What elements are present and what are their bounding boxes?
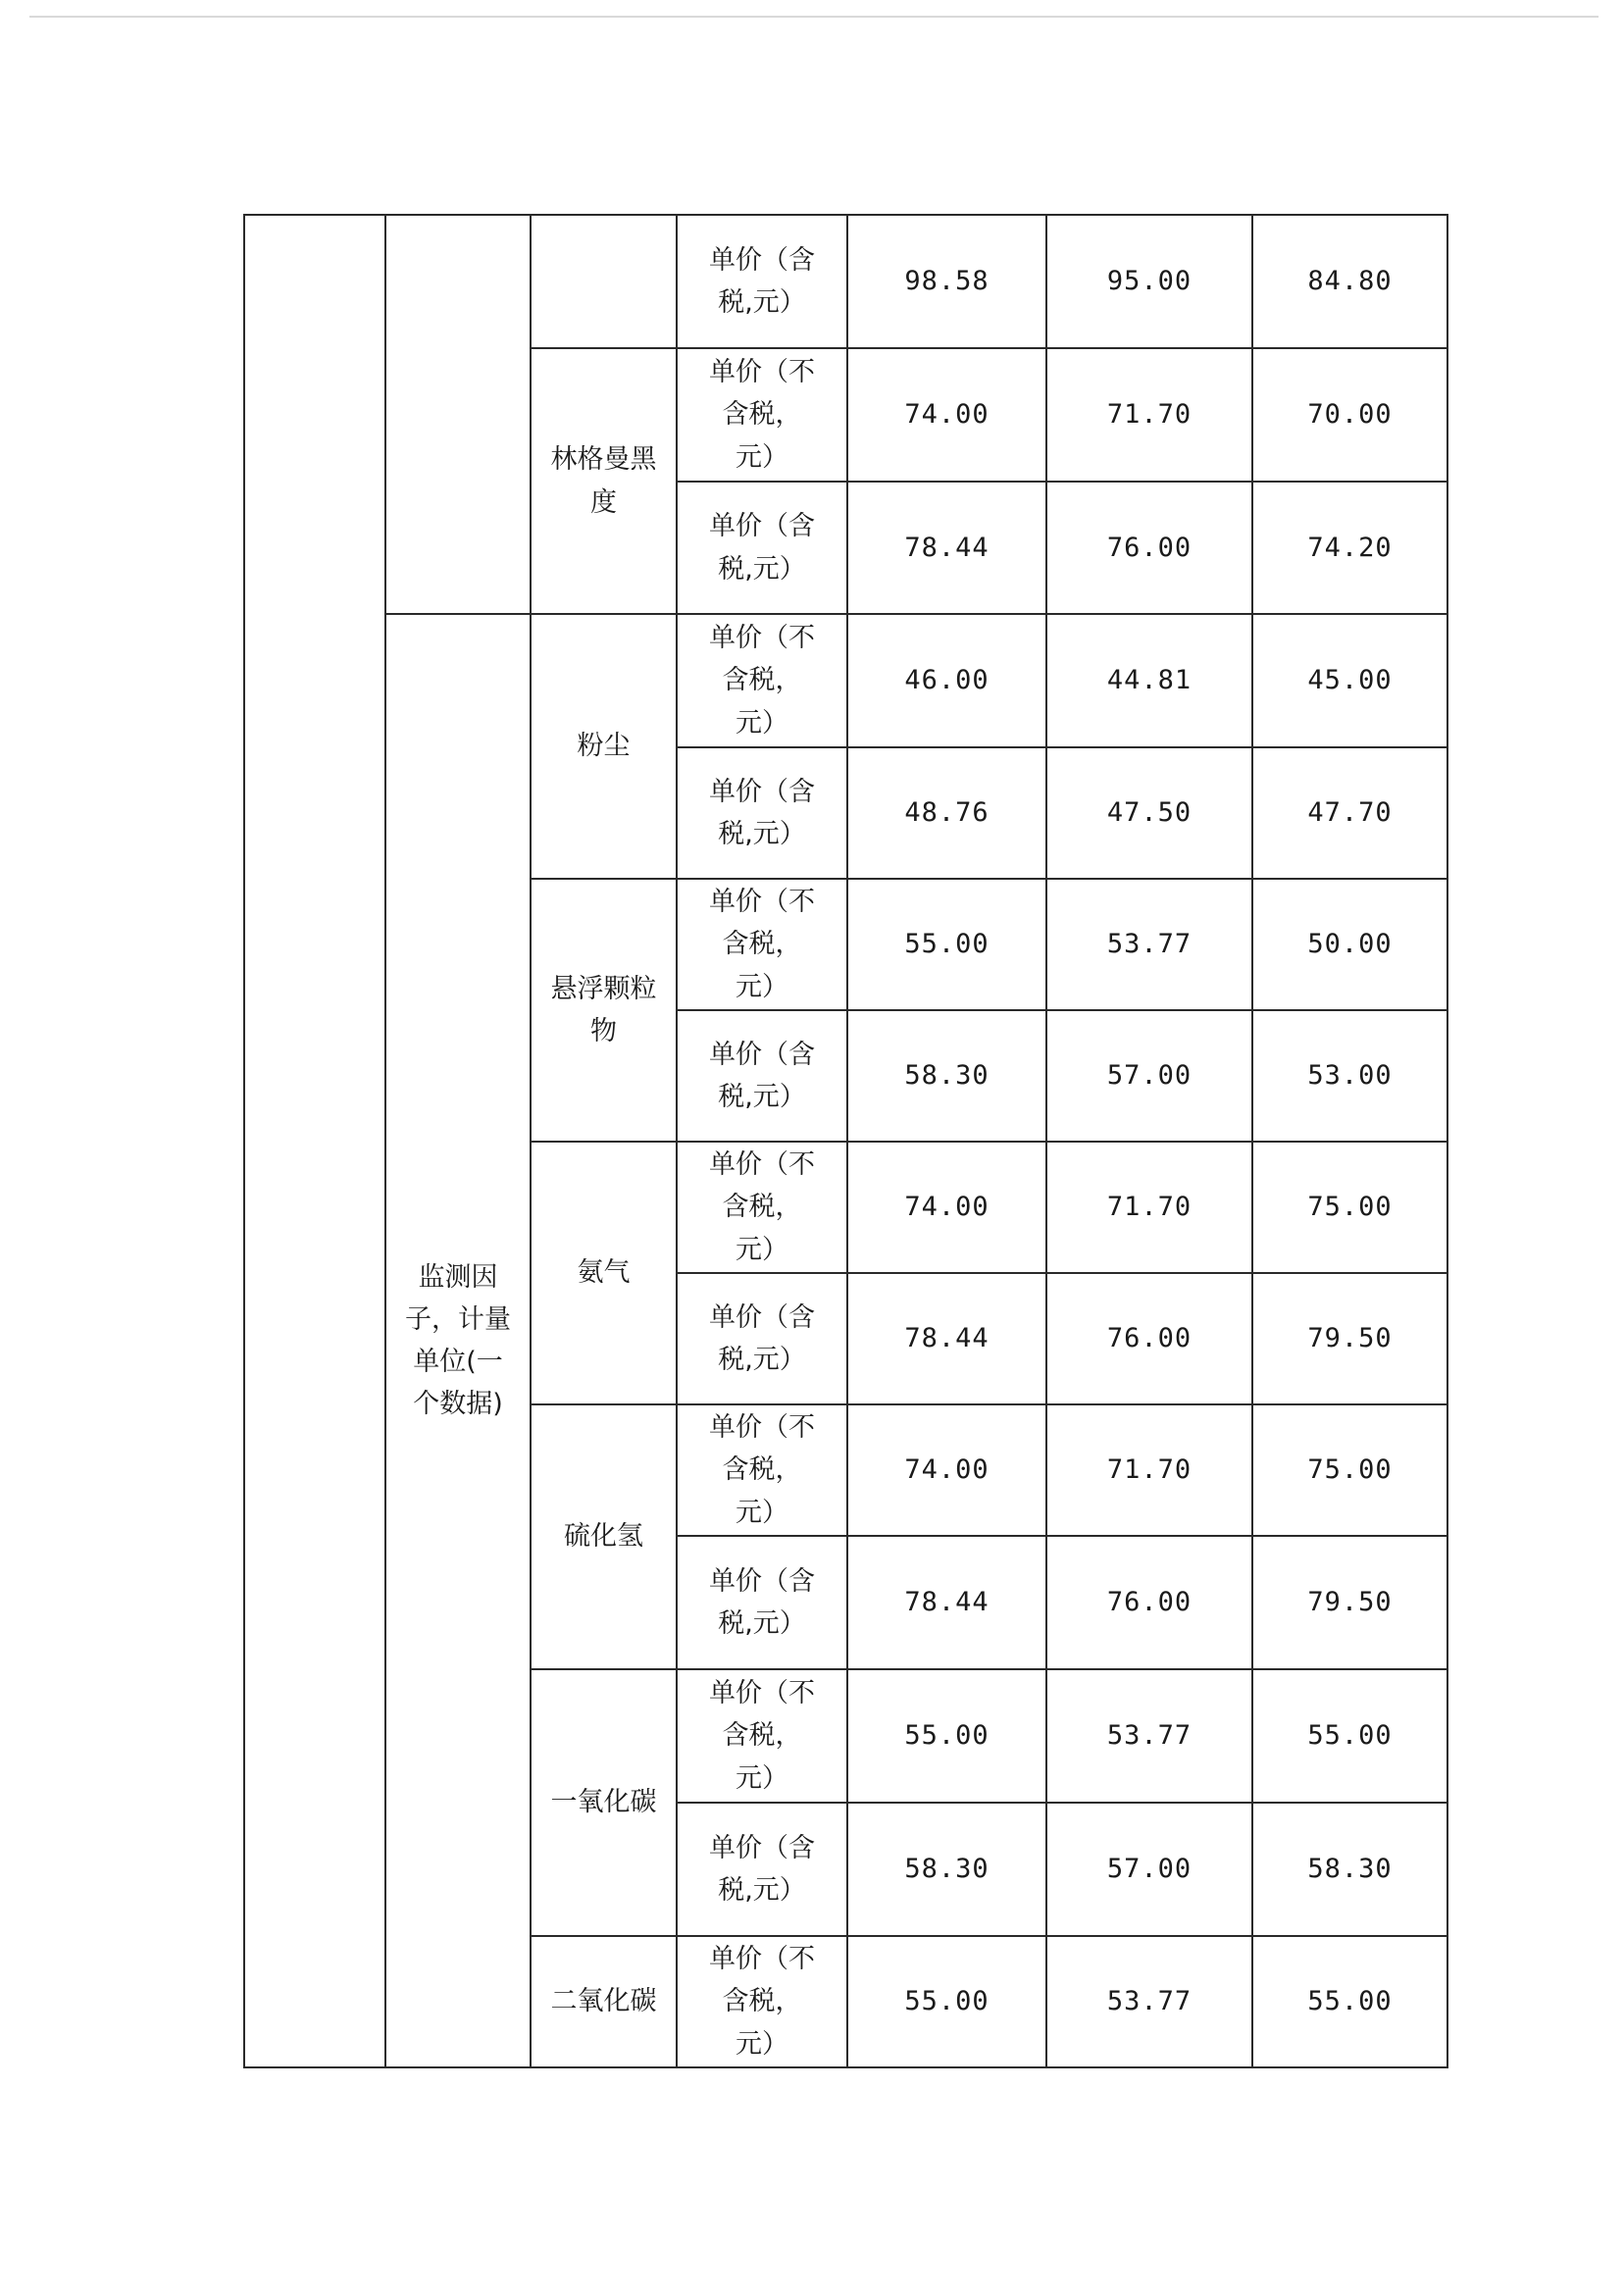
value-cell: 58.30 (1252, 1803, 1447, 1936)
value-cell: 75.00 (1252, 1142, 1447, 1273)
value-cell: 55.00 (847, 1669, 1046, 1803)
value-cell: 53.00 (1252, 1010, 1447, 1142)
monitoring-factor-group-label: 监测因子，计量单位(一个数据) (385, 614, 531, 2067)
unit-price-label: 单价（不含税，元） (677, 879, 847, 1010)
value-cell: 58.30 (847, 1803, 1046, 1936)
unit-price-label: 单价（含税,元） (677, 1010, 847, 1142)
table-row (244, 614, 1447, 747)
value-cell: 57.00 (1046, 1010, 1252, 1142)
factor-label-dust: 粉尘 (531, 614, 677, 879)
value-cell: 78.44 (847, 1536, 1046, 1669)
value-cell: 46.00 (847, 614, 1046, 747)
value-cell: 71.70 (1046, 348, 1252, 482)
value-cell: 55.00 (1252, 1669, 1447, 1803)
empty-category-cell (244, 215, 385, 2067)
value-cell: 74.00 (847, 1142, 1046, 1273)
value-cell: 79.50 (1252, 1536, 1447, 1669)
unit-price-label: 单价（不含税，元） (677, 1936, 847, 2067)
value-cell: 79.50 (1252, 1273, 1447, 1404)
unit-price-label: 单价（含税,元） (677, 482, 847, 614)
value-cell: 76.00 (1046, 1536, 1252, 1669)
unit-price-label: 单价（含税,元） (677, 1536, 847, 1669)
value-cell: 75.00 (1252, 1404, 1447, 1536)
value-cell: 76.00 (1046, 1273, 1252, 1404)
value-cell: 78.44 (847, 482, 1046, 614)
value-cell: 45.00 (1252, 614, 1447, 747)
factor-label-suspended-particulates: 悬浮颗粒物 (531, 879, 677, 1142)
unit-price-label: 单价（含税,元） (677, 1273, 847, 1404)
unit-price-label: 单价（不含税，元） (677, 348, 847, 482)
value-cell: 53.77 (1046, 1936, 1252, 2067)
empty-factor-cell (531, 215, 677, 348)
factor-label-hydrogen-sulfide: 硫化氢 (531, 1404, 677, 1669)
value-cell: 47.70 (1252, 747, 1447, 879)
value-cell: 47.50 (1046, 747, 1252, 879)
factor-label-ringelmann: 林格曼黑度 (531, 348, 677, 614)
unit-price-label: 单价（含税,元） (677, 1803, 847, 1936)
value-cell: 76.00 (1046, 482, 1252, 614)
value-cell: 71.70 (1046, 1404, 1252, 1536)
unit-price-label: 单价（不含税，元） (677, 1404, 847, 1536)
value-cell: 78.44 (847, 1273, 1046, 1404)
price-table (243, 214, 1448, 2068)
value-cell: 74.00 (847, 348, 1046, 482)
empty-group-cell (385, 215, 531, 614)
value-cell: 70.00 (1252, 348, 1447, 482)
value-cell: 55.00 (1252, 1936, 1447, 2067)
unit-price-label: 单价（不含税，元） (677, 1669, 847, 1803)
value-cell: 53.77 (1046, 1669, 1252, 1803)
value-cell: 55.00 (847, 1936, 1046, 2067)
value-cell: 53.77 (1046, 879, 1252, 1010)
value-cell: 50.00 (1252, 879, 1447, 1010)
factor-label-ammonia: 氨气 (531, 1142, 677, 1404)
value-cell: 74.20 (1252, 482, 1447, 614)
value-cell: 57.00 (1046, 1803, 1252, 1936)
value-cell: 71.70 (1046, 1142, 1252, 1273)
factor-label-carbon-monoxide: 一氧化碳 (531, 1669, 677, 1936)
unit-price-label: 单价（含税,元） (677, 747, 847, 879)
value-cell: 58.30 (847, 1010, 1046, 1142)
value-cell: 55.00 (847, 879, 1046, 1010)
unit-price-label: 单价（不含税，元） (677, 1142, 847, 1273)
value-cell: 95.00 (1046, 215, 1252, 348)
unit-price-label: 单价（不含税，元） (677, 614, 847, 747)
value-cell: 48.76 (847, 747, 1046, 879)
table-row (244, 215, 1447, 348)
unit-price-label: 单价（含税,元） (677, 215, 847, 348)
value-cell: 74.00 (847, 1404, 1046, 1536)
factor-label-carbon-dioxide: 二氧化碳 (531, 1936, 677, 2067)
page-top-rule (29, 16, 1599, 18)
value-cell: 44.81 (1046, 614, 1252, 747)
value-cell: 98.58 (847, 215, 1046, 348)
value-cell: 84.80 (1252, 215, 1447, 348)
